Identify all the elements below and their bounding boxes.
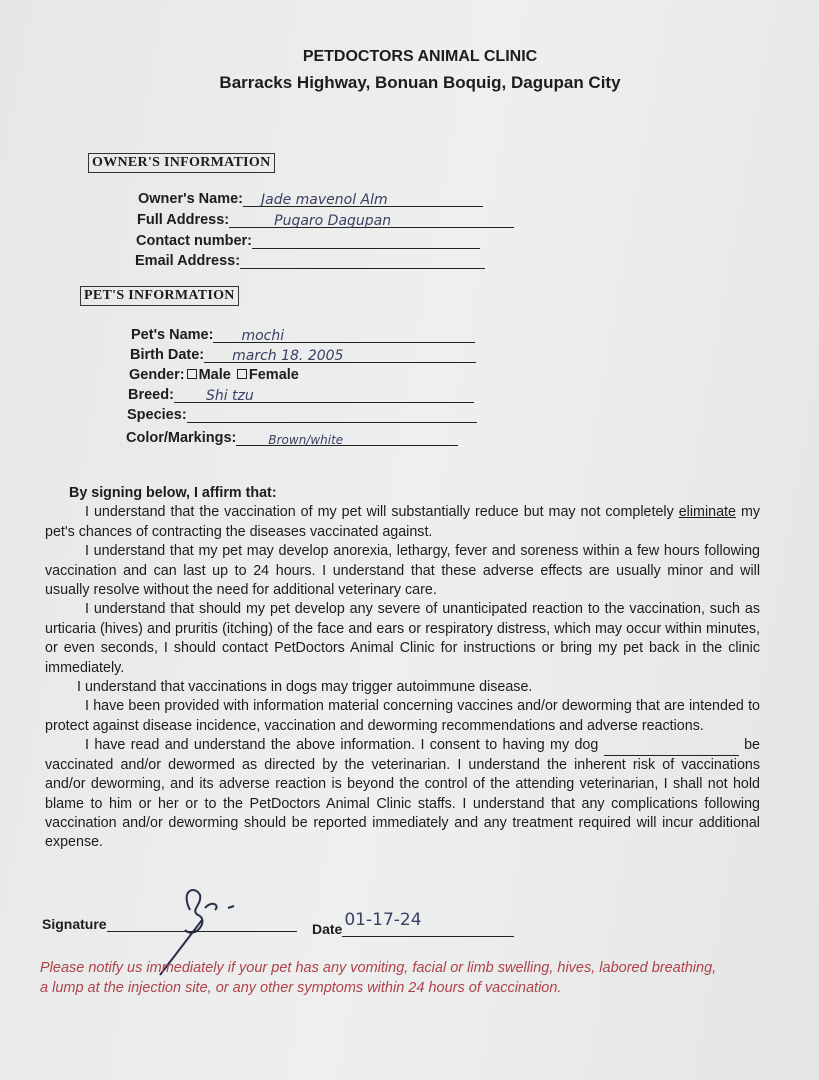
clinic-address: Barracks Highway, Bonuan Boquig, Dagupan City <box>219 73 621 92</box>
full-address-label: Full Address: <box>137 212 230 228</box>
affirmation-paragraph <box>45 503 760 542</box>
dog-name-field[interactable] <box>604 743 739 756</box>
pet-name-field[interactable] <box>213 326 475 343</box>
date-field[interactable] <box>342 910 514 937</box>
species-row <box>127 406 477 423</box>
female-label: Female <box>248 367 299 383</box>
p6-text-end: be vaccinated and/or dewormed as directed by the veterinarian. I understand the inherent risk of vaccinations and/or deworming, and its adverse reaction is beyond the control of the attending veterinarian, I shall not hold blame to him or her or to the PetDoctors Animal Clinic staffs. I understand that any complications following vaccination and/or deworming should be reported immediately and any treatment required will incur additional expense. <box>45 737 760 851</box>
owner-section-title: OWNER'S INFORMATION <box>88 153 275 173</box>
color-markings-label: Color/Markings: <box>126 430 237 446</box>
birth-date-row <box>130 346 476 363</box>
contact-number-row <box>136 232 480 249</box>
affirmation-paragraph: I understand that should my pet develop any severe of unanticipated reaction to the vaccination, such as urticaria (hives) and pruritis (itching) of the face and ears or respiratory distress, which may occur within minutes, or even seconds, I should contact PetDoctors Animal Clinic for instructions or bring my pet back in the clinic immediately. <box>45 601 760 676</box>
breed-field[interactable] <box>174 386 474 403</box>
p1-text: I understand that the vaccination of my pet will substantially reduce but may not completely <box>85 504 679 521</box>
breed-label: Breed: <box>128 387 174 403</box>
date-value: 01-17-24 <box>344 910 422 930</box>
full-address-row <box>137 211 514 228</box>
owner-name-field[interactable] <box>243 190 483 207</box>
male-label: Male <box>198 367 231 383</box>
gender-row <box>129 367 299 383</box>
birth-date-field[interactable] <box>204 346 476 363</box>
date-row <box>312 910 514 937</box>
owner-name-label: Owner's Name: <box>138 191 243 207</box>
p6-text: I have read and understand the above information. I consent to having my dog <box>85 737 599 754</box>
male-checkbox[interactable] <box>187 369 197 379</box>
email-label: Email Address: <box>135 253 241 269</box>
affirmation-lead: By signing below, I affirm that: <box>69 485 277 501</box>
affirmation-paragraph: I have been provided with information material concerning vaccines and/or deworming that are intended to protect against disease incidence, vaccination and deworming recommendations and adverse reactions. <box>45 698 760 734</box>
birth-date-label: Birth Date: <box>130 347 205 363</box>
affirmation-paragraph: I understand that my pet may develop anorexia, lethargy, fever and soreness within a few hours following vaccination and can last up to 24 hours. I understand that these adverse effects are usually minor and will usually resolve without the need for additional veterinary care. <box>45 543 760 599</box>
pet-section-title: PET'S INFORMATION <box>80 286 239 306</box>
p1-underlined: eliminate <box>678 504 736 521</box>
owner-name-value: Jade mavenol Alm <box>260 192 388 208</box>
email-row <box>135 252 485 269</box>
contact-number-field[interactable] <box>252 232 480 249</box>
breed-value: Shi tzu <box>205 388 254 404</box>
p1-text-end: my pet's chances of contracting the diseases vaccinated against. <box>45 504 760 540</box>
pet-name-label: Pet's Name: <box>131 327 214 343</box>
clinic-name: PETDOCTORS ANIMAL CLINIC <box>302 48 538 65</box>
full-address-value: Pugaro Dagupan <box>274 213 392 229</box>
affirmation-text <box>45 484 760 853</box>
email-field[interactable] <box>240 252 485 269</box>
birth-date-value: march 18. 2005 <box>232 348 344 364</box>
color-markings-value: Brown/white <box>268 433 344 447</box>
signature-row <box>42 915 297 932</box>
breed-row <box>128 386 474 403</box>
pet-name-row <box>131 326 475 343</box>
gender-label: Gender: <box>129 367 185 383</box>
affirmation-paragraph <box>45 736 760 852</box>
species-field[interactable] <box>187 406 477 423</box>
notice-text: Please notify us immediately if your pet has any vomiting, facial or limb swelling, hives, labored breathing, a lump at the injection site, or any other symptoms within 24 hours of vaccination. <box>40 960 717 996</box>
date-label: Date <box>312 921 343 937</box>
owner-name-row <box>138 190 483 207</box>
color-markings-field[interactable] <box>236 429 458 446</box>
contact-number-label: Contact number: <box>136 233 252 249</box>
signature-label: Signature <box>42 916 107 932</box>
species-label: Species: <box>127 407 187 423</box>
color-markings-row <box>126 429 458 446</box>
affirmation-paragraph: I understand that vaccinations in dogs may trigger autoimmune disease. <box>77 679 533 696</box>
pet-name-value: mochi <box>241 328 285 344</box>
full-address-field[interactable] <box>229 211 514 228</box>
female-checkbox[interactable] <box>237 369 247 379</box>
signature-field[interactable] <box>107 915 297 932</box>
